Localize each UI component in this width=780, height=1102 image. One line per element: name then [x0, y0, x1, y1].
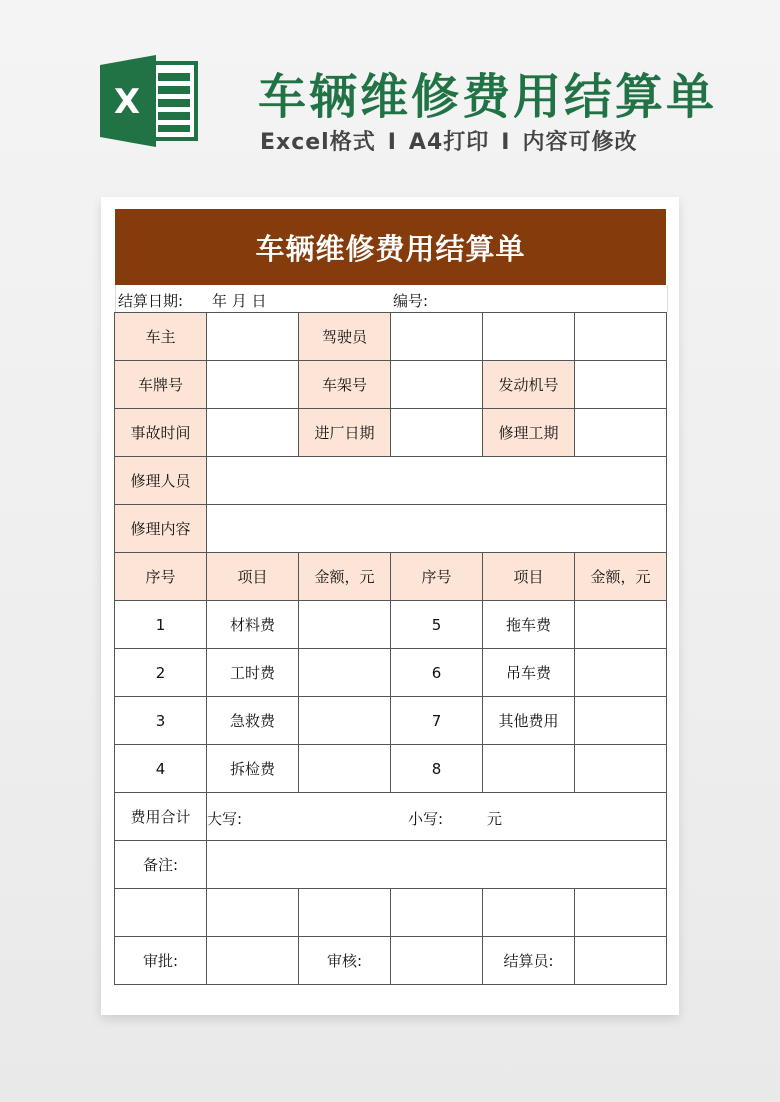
table-row — [115, 361, 667, 409]
item-no: 2 — [115, 649, 207, 697]
signature-row — [115, 937, 667, 985]
hero-title: 车辆维修费用结算单 — [258, 69, 718, 125]
table-row — [115, 313, 667, 361]
repair-staff-label: 修理人员 — [115, 457, 207, 505]
remarks-row — [115, 841, 667, 889]
frame-label: 车架号 — [299, 361, 391, 409]
item-name: 工时费 — [207, 649, 299, 697]
engine-cell[interactable] — [575, 361, 667, 409]
item-amount-cell[interactable] — [575, 745, 667, 793]
table-row — [115, 745, 667, 793]
item-amount-cell[interactable] — [299, 745, 391, 793]
item-name: 拖车费 — [483, 601, 575, 649]
driver-cell[interactable] — [391, 313, 483, 361]
date-label: 结算日期: — [118, 292, 184, 310]
hero-header — [0, 0, 780, 190]
settler-cell[interactable] — [575, 937, 667, 985]
repair-content-label: 修理内容 — [115, 505, 207, 553]
total-cell[interactable] — [207, 793, 667, 841]
repair-content-cell[interactable] — [207, 505, 667, 553]
separator: I — [387, 130, 397, 155]
review-label: 审核: — [299, 937, 391, 985]
table-row — [115, 697, 667, 745]
table-row — [115, 889, 667, 937]
col-header-amount: 金额，元 — [299, 553, 391, 601]
blank-cell[interactable] — [391, 889, 483, 937]
blank-cell[interactable] — [483, 313, 575, 361]
owner-cell[interactable] — [207, 313, 299, 361]
total-lower-label: 小写: — [408, 810, 444, 828]
svg-text:X: X — [113, 82, 141, 122]
blank-cell[interactable] — [575, 889, 667, 937]
separator: I — [501, 130, 511, 155]
driver-label: 驾驶员 — [299, 313, 391, 361]
item-no: 6 — [391, 649, 483, 697]
hero-subtitle — [260, 125, 637, 156]
remarks-cell[interactable] — [207, 841, 667, 889]
item-amount-cell[interactable] — [575, 697, 667, 745]
subtitle-print: A4打印 — [408, 130, 490, 155]
item-amount-cell[interactable] — [575, 649, 667, 697]
settlement-sheet — [101, 197, 679, 1015]
item-amount-cell[interactable] — [575, 601, 667, 649]
blank-cell[interactable] — [575, 313, 667, 361]
item-name: 材料费 — [207, 601, 299, 649]
total-row — [115, 793, 667, 841]
frame-cell[interactable] — [391, 361, 483, 409]
entry-date-cell[interactable] — [391, 409, 483, 457]
repair-staff-cell[interactable] — [207, 457, 667, 505]
item-amount-cell[interactable] — [299, 601, 391, 649]
item-name: 其他费用 — [483, 697, 575, 745]
col-header-no: 序号 — [391, 553, 483, 601]
table-row — [115, 601, 667, 649]
blank-cell[interactable] — [115, 889, 207, 937]
item-no: 8 — [391, 745, 483, 793]
item-name: 吊车费 — [483, 649, 575, 697]
items-header-row — [115, 553, 667, 601]
col-header-amount: 金额，元 — [575, 553, 667, 601]
total-unit: 元 — [487, 810, 503, 828]
item-no: 7 — [391, 697, 483, 745]
date-value[interactable]: 年 月 日 — [212, 292, 267, 310]
total-upper-label: 大写: — [207, 810, 243, 828]
blank-cell[interactable] — [483, 889, 575, 937]
approve-cell[interactable] — [207, 937, 299, 985]
excel-logo-icon — [100, 55, 200, 147]
item-name: 急救费 — [207, 697, 299, 745]
blank-cell[interactable] — [299, 889, 391, 937]
subtitle-editable: 内容可修改 — [522, 130, 638, 155]
entry-date-label: 进厂日期 — [299, 409, 391, 457]
settlement-table — [114, 312, 667, 985]
item-no: 3 — [115, 697, 207, 745]
col-header-no: 序号 — [115, 553, 207, 601]
remarks-label: 备注: — [115, 841, 207, 889]
total-label: 费用合计 — [115, 793, 207, 841]
col-header-item: 项目 — [483, 553, 575, 601]
plate-cell[interactable] — [207, 361, 299, 409]
accident-time-label: 事故时间 — [115, 409, 207, 457]
engine-label: 发动机号 — [483, 361, 575, 409]
number-label: 编号: — [393, 292, 429, 310]
table-row — [115, 649, 667, 697]
review-cell[interactable] — [391, 937, 483, 985]
col-header-item: 项目 — [207, 553, 299, 601]
table-row — [115, 505, 667, 553]
item-amount-cell[interactable] — [299, 649, 391, 697]
table-row — [115, 457, 667, 505]
subtitle-format: Excel格式 — [260, 130, 376, 155]
table-row — [115, 409, 667, 457]
repair-period-label: 修理工期 — [483, 409, 575, 457]
repair-period-cell[interactable] — [575, 409, 667, 457]
item-no: 4 — [115, 745, 207, 793]
owner-label: 车主 — [115, 313, 207, 361]
item-no: 5 — [391, 601, 483, 649]
item-amount-cell[interactable] — [299, 697, 391, 745]
meta-row — [115, 285, 668, 312]
plate-label: 车牌号 — [115, 361, 207, 409]
blank-cell[interactable] — [207, 889, 299, 937]
approve-label: 审批: — [115, 937, 207, 985]
accident-time-cell[interactable] — [207, 409, 299, 457]
item-no: 1 — [115, 601, 207, 649]
sheet-banner-title: 车辆维修费用结算单 — [115, 209, 666, 285]
item-name-cell[interactable] — [483, 745, 575, 793]
item-name: 拆检费 — [207, 745, 299, 793]
settler-label: 结算员: — [483, 937, 575, 985]
